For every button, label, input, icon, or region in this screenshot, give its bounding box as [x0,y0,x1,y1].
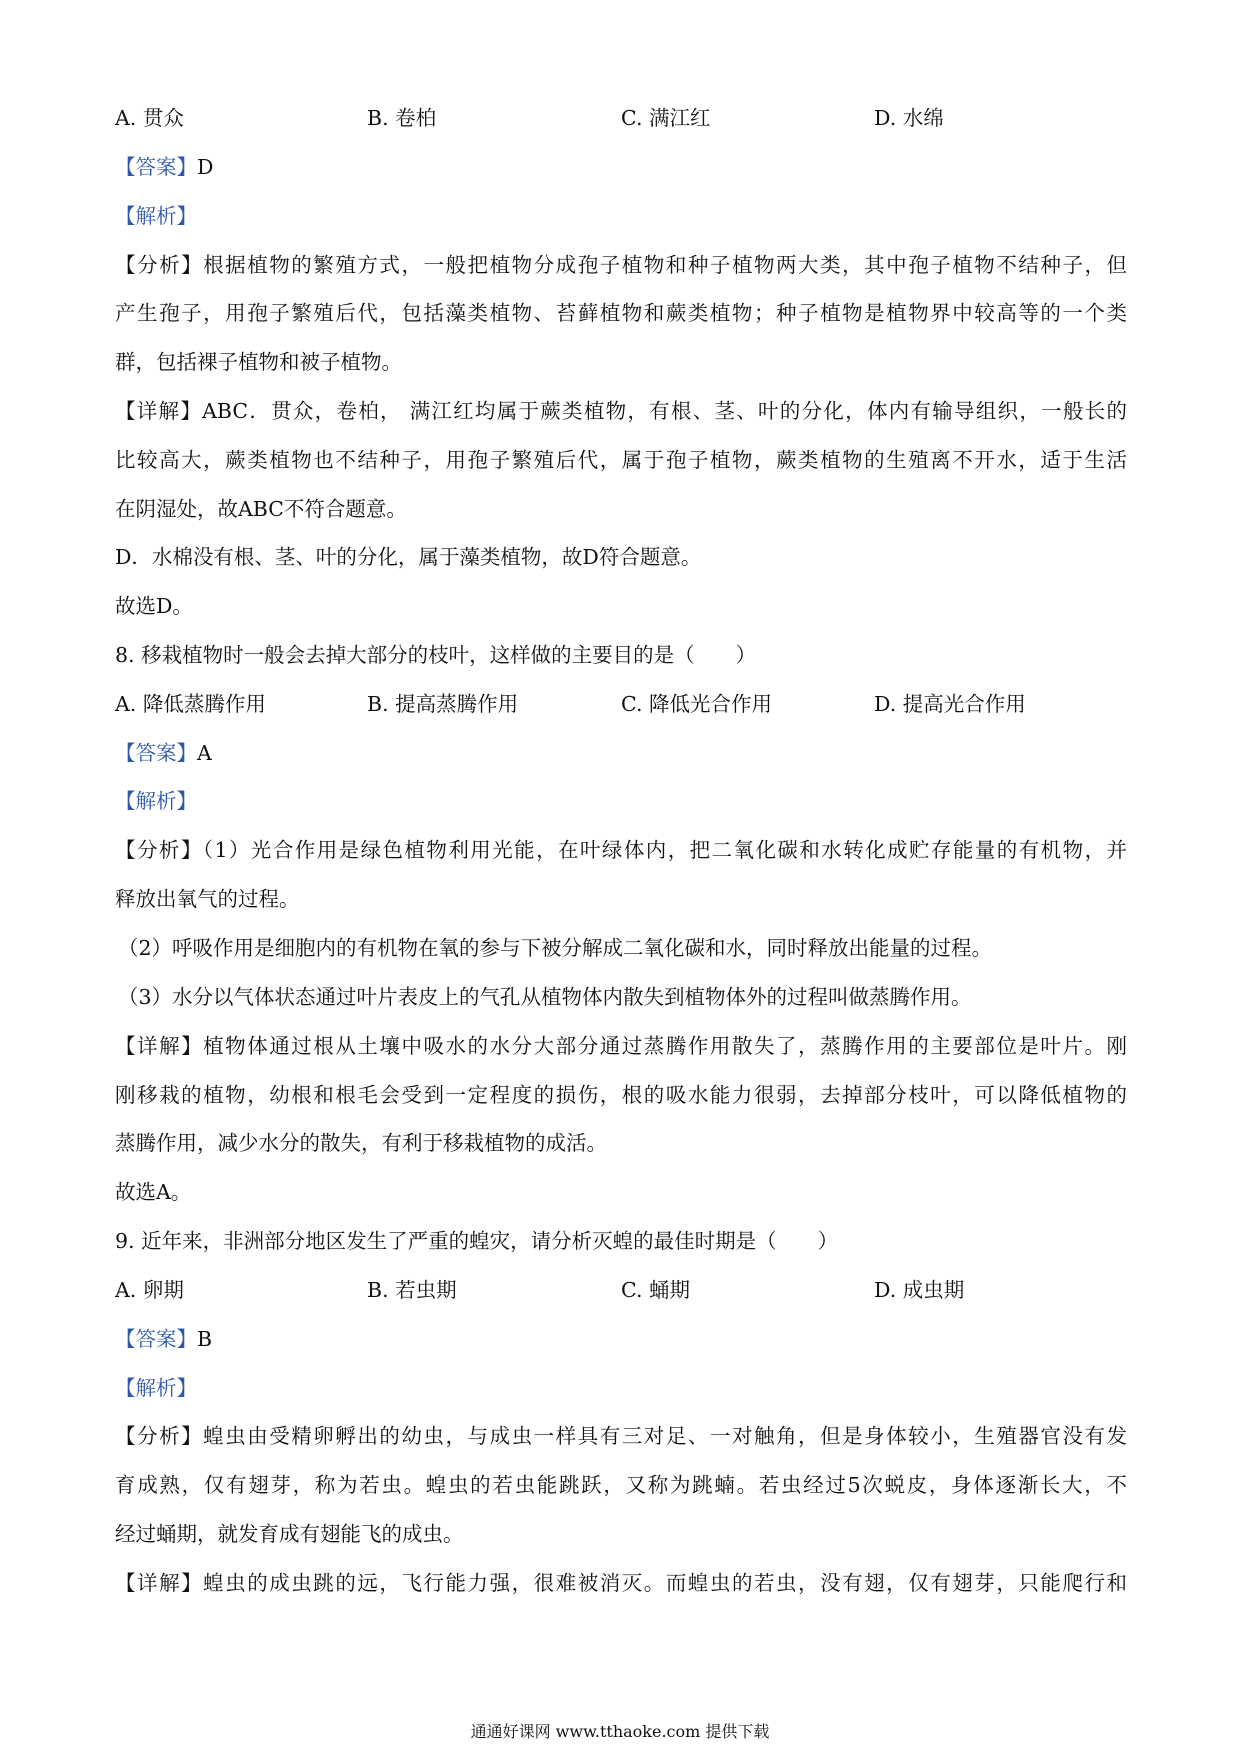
q7-fenxi-line-2: 产生孢子，用孢子繁殖后代，包括藻类植物、苔藓植物和蕨类植物；种子植物是植物界中较高等的一个类 [115,301,1127,325]
q7-option-c: C. 满江红 [621,106,711,130]
q7-xiangjie-line-1: 【详解】ABC．贯众，卷柏， 满江红均属于蕨类植物，有根、茎、叶的分化，体内有输导组织，一般长的 [115,399,1128,423]
q7-conclusion: 故选D。 [115,594,193,618]
q9-fenxi-line-1: 【分析】蝗虫由受精卵孵出的幼虫，与成虫一样具有三对足、一对触角，但是身体较小，生殖器官没有发 [115,1424,1128,1448]
q9-option-a: A. 卵期 [115,1278,184,1302]
q8-fenxi-line-2: 释放出氧气的过程。 [115,887,300,911]
q8-xiangjie-line-2: 刚移栽的植物，幼根和根毛会受到一定程度的损伤，根的吸水能力很弱，去掉部分枝叶，可以降低植物的 [115,1083,1127,1107]
q8-conclusion: 故选A。 [115,1180,192,1204]
q9-option-b: B. 若虫期 [367,1278,457,1302]
q7-xiangjie-line-2: 比较高大，蕨类植物也不结种子，用孢子繁殖后代，属于孢子植物，蕨类植物的生殖离不开水，适于生活 [115,448,1127,472]
q9-xiangjie-line-1: 【详解】蝗虫的成虫跳的远，飞行能力强，很难被消灭。而蝗虫的若虫，没有翅，仅有翅芽，只能爬行和 [115,1571,1128,1595]
q7-answer: 【答案】D [115,155,214,179]
q8-answer: 【答案】A [115,741,212,765]
q8-option-b: B. 提高蒸腾作用 [367,692,519,716]
q9-answer: 【答案】B [115,1327,213,1351]
q7-analysis-tag: 【解析】 [115,204,197,228]
q8-stem: 8. 移栽植物时一般会去掉大部分的枝叶，这样做的主要目的是（ ） [115,643,757,667]
q9-option-d: D. 成虫期 [874,1278,965,1302]
q9-analysis-tag: 【解析】 [115,1376,197,1400]
q7-fenxi-line-3: 群，包括裸子植物和被子植物。 [115,350,402,374]
q8-option-a: A. 降低蒸腾作用 [115,692,266,716]
q8-analysis-tag: 【解析】 [115,789,197,813]
q9-fenxi-line-3: 经过蛹期，就发育成有翅能飞的成虫。 [115,1522,464,1546]
page-footer: 通通好课网 www.tthaoke.com 提供下载 [470,1722,770,1741]
q9-fenxi-line-2: 育成熟，仅有翅芽，称为若虫。蝗虫的若虫能跳跃，又称为跳蝻。若虫经过5次蜕皮，身体逐渐长大，不 [115,1473,1127,1497]
q9-option-c: C. 蛹期 [621,1278,690,1302]
answer-tag: 【答案】 [115,155,197,179]
q7-option-a: A. 贯众 [115,106,184,130]
q7-xiangjie-line-3: 在阴湿处，故ABC不符合题意。 [115,497,407,521]
q8-option-c: C. 降低光合作用 [621,692,772,716]
q9-stem: 9. 近年来，非洲部分地区发生了严重的蝗灾，请分析灭蝗的最佳时期是（ ） [115,1229,839,1253]
q8-fenxi-line-1: 【分析】（1）光合作用是绿色植物利用光能，在叶绿体内，把二氧化碳和水转化成贮存能量的有机物，并 [115,838,1128,862]
q7-option-b: B. 卷柏 [367,106,437,130]
q7-fenxi-line-1: 【分析】根据植物的繁殖方式，一般把植物分成孢子植物和种子植物两大类，其中孢子植物不结种子，但 [115,253,1128,277]
q8-xiangjie-line-1: 【详解】植物体通过根从土壤中吸水的水分大部分通过蒸腾作用散失了，蒸腾作用的主要部位是叶片。刚 [115,1034,1128,1058]
q7-xiangjie-line-4: D．水棉没有根、茎、叶的分化，属于藻类植物，故D符合题意。 [115,545,702,569]
q8-xiangjie-line-3: 蒸腾作用，减少水分的散失，有利于移栽植物的成活。 [115,1131,607,1155]
q8-option-d: D. 提高光合作用 [874,692,1026,716]
q8-fenxi-line-3: （2）呼吸作用是细胞内的有机物在氧的参与下被分解成二氧化碳和水，同时释放出能量的过程。 [118,936,993,960]
q7-option-d: D. 水绵 [874,106,944,130]
q8-fenxi-line-4: （3）水分以气体状态通过叶片表皮上的气孔从植物体内散失到植物体外的过程叫做蒸腾作用。 [118,985,972,1009]
